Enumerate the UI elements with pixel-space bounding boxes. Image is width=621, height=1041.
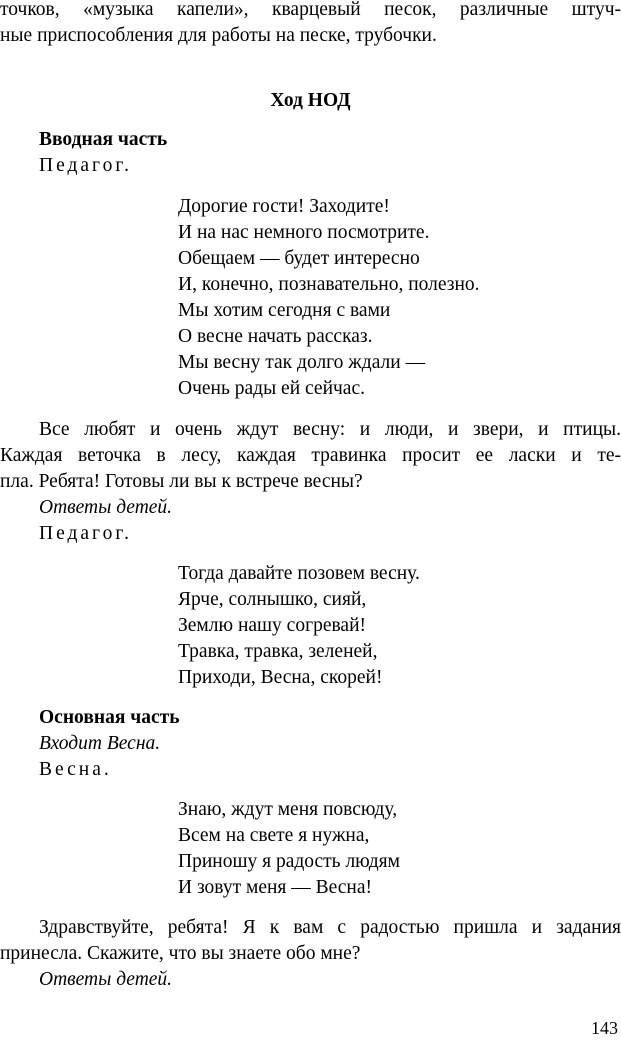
page-number: 143 [591, 1018, 618, 1038]
part1-verse2-line: Землю нашу согревай! [178, 615, 367, 636]
part2-verse-line: Знаю, ждут меня повсюду, [178, 799, 398, 820]
intro-line-2: ные приспособления для работы на песке, трубочки. [0, 25, 437, 46]
section-title: Ход НОД [270, 90, 351, 111]
part1-verse1-line: Мы хотим сегодня с вами [178, 300, 391, 321]
part1-verse2-line: Приходи, Весна, скорей! [178, 667, 383, 688]
part1-speaker-1: Педагог. [39, 155, 132, 176]
part2-speaker: Весна. [39, 759, 112, 780]
part2-heading: Основная часть [39, 707, 180, 728]
part1-verse1-line: Очень рады ей сейчас. [178, 378, 365, 399]
part1-paragraph-line-3: пла. Ребята! Готовы ли вы к встрече весны? [0, 471, 363, 492]
part2-remark: Ответы детей. [39, 969, 173, 990]
part1-verse1-line: И, конечно, познавательно, полезно. [178, 274, 480, 295]
part1-verse2-line: Ярче, солнышко, сияй, [178, 589, 367, 610]
part1-verse2-line: Тогда давайте позовем весну. [178, 563, 420, 584]
part1-verse1-line: И на нас немного посмотрите. [178, 222, 430, 243]
intro-line-1: точков, «музыка капели», кварцевый песок, различные штуч- [0, 0, 621, 20]
part1-verse1-line: О весне начать рассказ. [178, 326, 373, 347]
part1-verse2-line: Травка, травка, зеленей, [178, 641, 378, 662]
part1-heading: Вводная часть [39, 129, 168, 150]
part2-verse-line: Всем на свете я нужна, [178, 825, 370, 846]
part1-verse1-line: Дорогие гости! Заходите! [178, 196, 390, 217]
part1-remark: Ответы детей. [39, 497, 173, 518]
part2-verse-line: И зовут меня — Весна! [178, 877, 373, 898]
part1-paragraph-line-1: Все любят и очень ждут весну: и люди, и звери, и птицы. [39, 419, 621, 440]
part1-verse1-line: Обещаем — будет интересно [178, 248, 420, 269]
part1-verse1-line: Мы весну так долго ждали — [178, 352, 426, 373]
part1-speaker-2: Педагог. [39, 523, 132, 544]
part2-stage-direction: Входит Весна. [39, 733, 161, 754]
part2-paragraph-line-2: принесла. Скажите, что вы знаете обо мне? [0, 943, 361, 964]
part2-verse-line: Приношу я радость людям [178, 851, 400, 872]
part2-paragraph-line-1: Здравствуйте, ребята! Я к вам с радостью пришла и задания [39, 917, 621, 938]
part1-paragraph-line-2: Каждая веточка в лесу, каждая травинка просит ее ласки и те- [0, 445, 621, 466]
